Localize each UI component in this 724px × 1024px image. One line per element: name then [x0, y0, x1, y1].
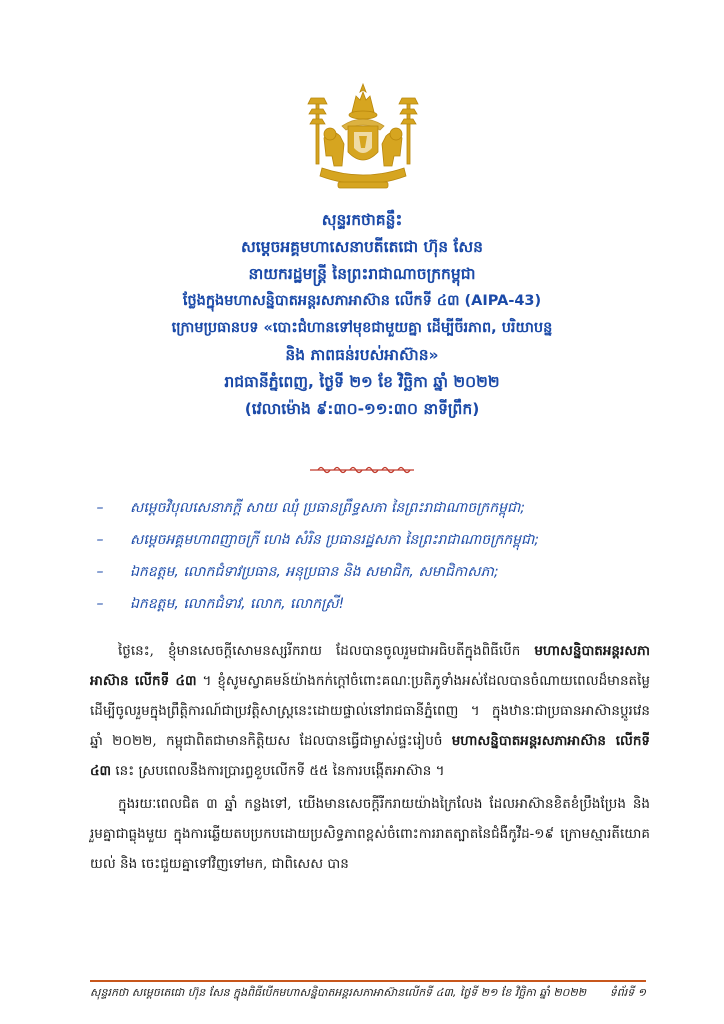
salutation-text: សម្តេចវិបុលសេនាភក្តី សាយ ឈុំ ប្រធានព្រឹទ្ធសភា នៃព្រះរាជាណាចក្រកម្ពុជា; [130, 500, 526, 516]
speech-type-heading: សុន្ទរកថាគន្លឹះ [321, 211, 403, 229]
royal-coat-of-arms-icon [302, 82, 424, 194]
event-name: ថ្លែងក្នុងមហាសន្និបាតអន្តរសភាអាស៊ាន លើកទី ៤៣ (AIPA-43) [182, 293, 542, 309]
salutation-item [90, 588, 650, 620]
bold-event-name: មហាសន្និបាតអន្តរសភាអាស៊ាន លើកទី ៤៣ [90, 733, 650, 779]
paragraph-text: ថ្ងៃនេះ, ខ្ញុំមានសេចក្តីសោមនស្សរីករាយ ដែលបានចូលរួមជាអធិបតីក្នុងពិធីបើក [118, 643, 535, 659]
paragraph-text: ។ ខ្ញុំសូមស្វាគមន៍យ៉ាងកក់ក្តៅចំពោះគណៈប្រតិភូទាំងអស់ដែលបានចំណាយពេលដ៏មានតម្លៃ ដើម្បីចូលរួមក្នុងព្រឹត្តិការណ៍ជាប្រវត្តិសាស្ត្រនេះដោយផ្ទាល់នៅរាជធានីភ្នំពេញ ។ ក្នុងឋានៈជាប្រធានអាស៊ានប្តូរវេន ឆ្នាំ ២០២២, កម្ពុជាពិតជាមានកិត្តិយស ដែលបានធ្វើជាម្ចាស់ផ្ទះរៀបចំ [90, 673, 650, 749]
decorative-divider-icon [308, 464, 416, 476]
event-theme-line-1: ក្រោមប្រធានបទ «បោះជំហានទៅមុខជាមួយគ្នា ដើម្បីចីរភាព, បរិយាបន្ន [171, 320, 553, 336]
salutation-text: ឯកឧត្តម, លោកជំទាវប្រធាន, អនុប្រធាន និង សមាជិក, សមាជិកាសភា; [130, 564, 499, 580]
speech-title-block [40, 207, 684, 423]
salutation-text: សម្តេចអគ្គមហាពញាចក្រី ហេង សំរិន ប្រធានរដ្ឋសភា នៃព្រះរាជាណាចក្រកម្ពុជា; [130, 532, 540, 548]
page-number: ទំព័រទី ១ [609, 986, 646, 999]
list-dash: – [96, 532, 104, 548]
bold-event-name: មហាសន្និបាតអន្តរសភាអាស៊ាន លើកទី ៤៣ [90, 643, 650, 689]
event-date: រាជធានីភ្នំពេញ, ថ្ងៃទី ២១ ខែ វិច្ឆិកា ឆ្នាំ ២០២២ [224, 373, 500, 391]
salutation-item [90, 492, 650, 524]
salutation-item [90, 556, 650, 588]
speech-body [90, 636, 650, 882]
speaker-position: នាយករដ្ឋមន្ត្រី នៃព្រះរាជាណាចក្រកម្ពុជា [248, 265, 476, 283]
list-dash: – [96, 564, 104, 580]
paragraph-text: នេះ ស្របពេលនឹងការប្រារព្ធខួបលើកទី ៥៥ នៃការបង្កើតអាស៊ាន ។ [111, 763, 445, 779]
event-time: (វេលាម៉ោង ៩:៣០-១១:៣០ នាទីព្រឹក) [244, 400, 480, 418]
salutation-list [90, 492, 650, 620]
list-dash: – [96, 596, 104, 612]
list-dash: – [96, 500, 104, 516]
footer-divider [90, 980, 646, 982]
body-paragraph [90, 636, 650, 786]
event-theme-line-2: និង ភាពធន់របស់អាស៊ាន» [285, 346, 439, 364]
salutation-item [90, 524, 650, 556]
speaker-title: សម្តេចអគ្គមហាសេនាបតីតេជោ ហ៊ុន សែន [240, 238, 483, 256]
body-paragraph: ក្នុងរយៈពេលជិត ៣ ឆ្នាំ កន្លងទៅ, យើងមានសេចក្តីរីករាយយ៉ាងក្រៃលែង ដែលអាស៊ានខិតខំប្រឹងប្រែង និង រួមគ្នាជាធ្លុងមួយ ក្នុងការឆ្លើយតបប្រកបដោយប្រសិទ្ធភាពខ្ពស់ចំពោះការរាតត្បាតនៃជំងឺកូវីដ-១៩ ក្រោមស្មារតីយោគយល់ និង ចេះជួយគ្នាទៅវិញទៅមក, ជាពិសេស បាន [90, 796, 650, 872]
salutation-text: ឯកឧត្តម, លោកជំទាវ, លោក, លោកស្រី! [130, 596, 345, 612]
footer-text: សុន្ទរកថា សម្តេចតេជោ ហ៊ុន សែន ក្នុងពិធីបើកមហាសន្និបាតអន្តរសភាអាស៊ានលើកទី ៤៣, ថ្ងៃទី ២១ ខែ វិច្ឆិកា ឆ្នាំ ២០២២ [90, 986, 587, 999]
